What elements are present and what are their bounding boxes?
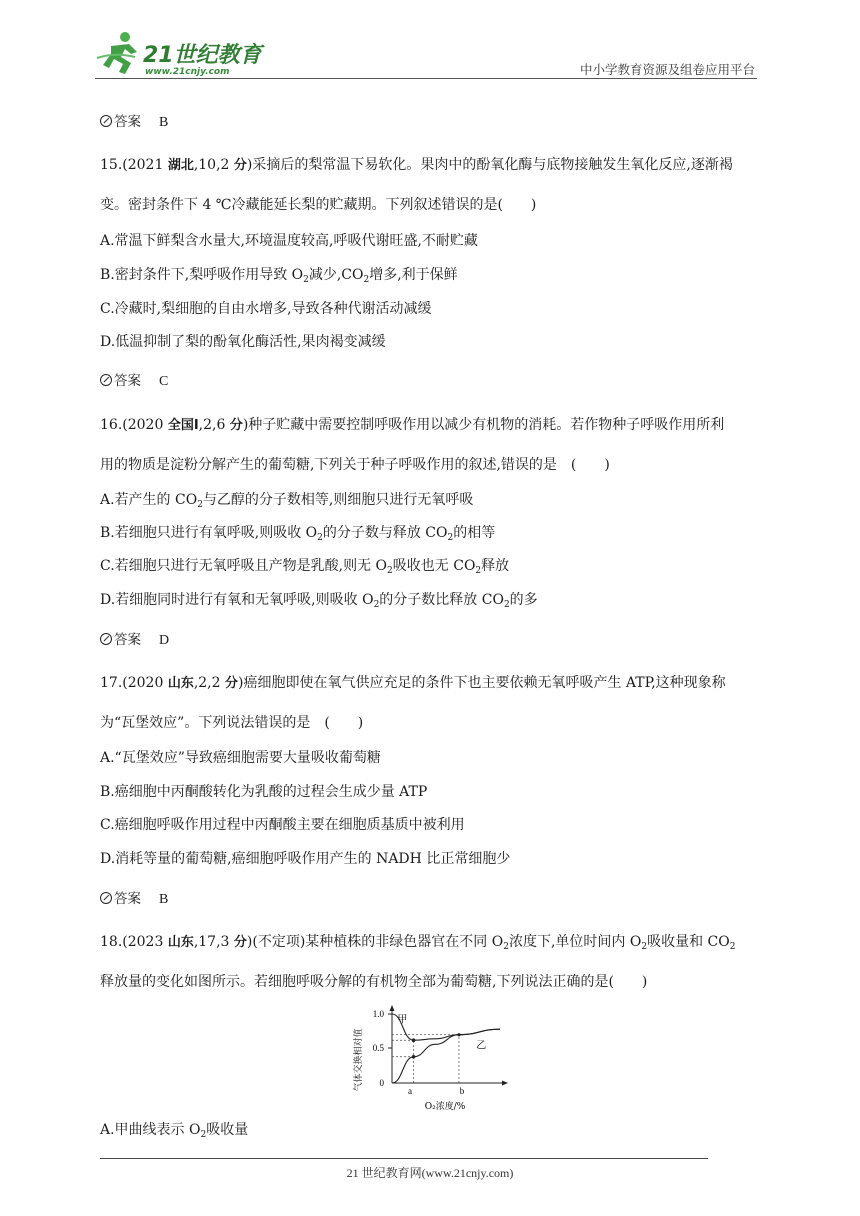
q18-stem-line1: 18.(2023 山东,17,3 分)(不定项)某种植株的非绿色器官在不同 $O_2$浓度下,单位时间内 $O_2$吸收量和 $CO_2$: [100, 934, 736, 952]
series-line-0: [392, 1014, 500, 1040]
series-label-0: 甲: [397, 1014, 408, 1026]
x-axis-arrow: [502, 1081, 508, 1086]
answer-icon: [100, 633, 112, 645]
chart-curves: [392, 1013, 500, 1083]
answer-17: 答案 B: [100, 889, 168, 910]
x-tick-b: b: [459, 1086, 465, 1096]
x-tick-a: a: [408, 1086, 412, 1096]
q17-option-d: D.消耗等量的葡萄糖,癌细胞呼吸作用产生的 NADH 比正常细胞少: [100, 851, 511, 867]
answer-icon: [100, 115, 112, 127]
q16-option-b: B.若细胞只进行有氧呼吸,则吸收 $O_2$的分子数与释放 $CO_2$的相等: [100, 525, 496, 543]
site-logo: [95, 30, 265, 78]
footer-divider: [100, 1158, 708, 1159]
answer-label: 答案: [114, 114, 141, 130]
logo-url: www.21cnjy.com: [145, 67, 230, 77]
q17-option-a: A.“瓦堡效应”导致癌细胞需要大量吸收葡萄糖: [100, 750, 381, 766]
answer-icon: [100, 892, 112, 904]
q18-option-a: A.甲曲线表示 $O_2$吸收量: [100, 1122, 249, 1140]
gas-exchange-chart: [350, 1005, 510, 1115]
page-footer: 21 世纪教育网(www.21cnjy.com): [346, 1166, 514, 1180]
answer-letter: B: [159, 115, 169, 130]
q16-option-d: D.若细胞同时进行有氧和无氧呼吸,则吸收 $O_2$的分子数比释放 $CO_2$的多: [100, 592, 538, 610]
x-axis-label: O₂浓度/%: [424, 1102, 466, 1112]
header-divider: [95, 78, 757, 79]
series-point-0: [412, 1038, 416, 1042]
q15-option-b: B.密封条件下,梨呼吸作用导致 $O_2$减少$,CO_2$增多,利于保鲜: [100, 267, 458, 285]
logo-text: 21世纪教育: [143, 43, 262, 68]
y-tick-0: 0: [379, 1078, 384, 1088]
q16-option-c: C.若细胞只进行无氧呼吸且产物是乳酸,则无 $O_2$吸收也无 $CO_2$释放: [100, 558, 510, 576]
series-label-1: 乙: [476, 1040, 487, 1052]
answer-14: [100, 112, 168, 133]
y-axis-label: 气体交换相对值: [354, 1028, 364, 1092]
q16-option-a: A.若产生的 $CO_2$与乙醇的分子数相等,则细胞只进行无氧呼吸: [100, 492, 474, 510]
page-header: [95, 30, 757, 80]
q17-stem-line1: 17.(2020 山东,2,2 分)癌细胞即使在氧气供应充足的条件下也主要依赖无氧呼吸产生 ATP,这种现象称: [100, 675, 726, 691]
y-tick-0.5: 0.5: [372, 1043, 384, 1053]
intersection-point: [457, 1033, 460, 1036]
q17-stem-line2: 为“瓦堡效应”。下列说法错误的是 ( ): [100, 715, 364, 731]
q17-option-b: B.癌细胞中丙酮酸转化为乳酸的过程会生成少量 ATP: [100, 784, 428, 800]
y-axis-arrow: [390, 1005, 395, 1011]
q18-stem-line2: 释放量的变化如图所示。若细胞呼吸分解的有机物全部为葡萄糖,下列说法正确的是( ): [100, 974, 648, 990]
q15-stem-line1: 15.(2021 湖北,10,2 分)采摘后的梨常温下易软化。果肉中的酚氧化酶与底物接触发生氧化反应,逐渐褐: [100, 157, 733, 173]
q15-option-c: C.冷藏时,梨细胞的自由水增多,导致各种代谢活动减缓: [100, 301, 432, 317]
q15-option-d: D.低温抑制了梨的酚氧化酶活性,果肉褐变减缓: [100, 334, 386, 350]
platform-name: 中小学教育资源及组卷应用平台: [579, 62, 755, 77]
runner-icon: [97, 32, 137, 74]
q17-option-c: C.癌细胞呼吸作用过程中丙酮酸主要在细胞质基质中被利用: [100, 817, 465, 833]
answer-16: 答案 D: [100, 630, 169, 651]
series-point-1: [412, 1055, 416, 1059]
q16-stem-line1: 16.(2020 全国Ⅰ,2,6 分)种子贮藏中需要控制呼吸作用以减少有机物的消耗。若作物种子呼吸作用所利: [100, 417, 725, 433]
q15-option-a: A.常温下鲜梨含水量大,环境温度较高,呼吸代谢旺盛,不耐贮藏: [100, 233, 478, 249]
y-tick-1.0: 1.0: [372, 1009, 384, 1019]
q16-stem-line2: 用的物质是淀粉分解产生的葡萄糖,下列关于种子呼吸作用的叙述,错误的是 ( ): [100, 457, 610, 473]
answer-15: 答案 C: [100, 371, 168, 392]
answer-icon: [100, 374, 112, 386]
q15-stem-line2: 变。密封条件下 4 ℃冷藏能延长梨的贮藏期。下列叙述错误的是( ): [100, 197, 537, 213]
